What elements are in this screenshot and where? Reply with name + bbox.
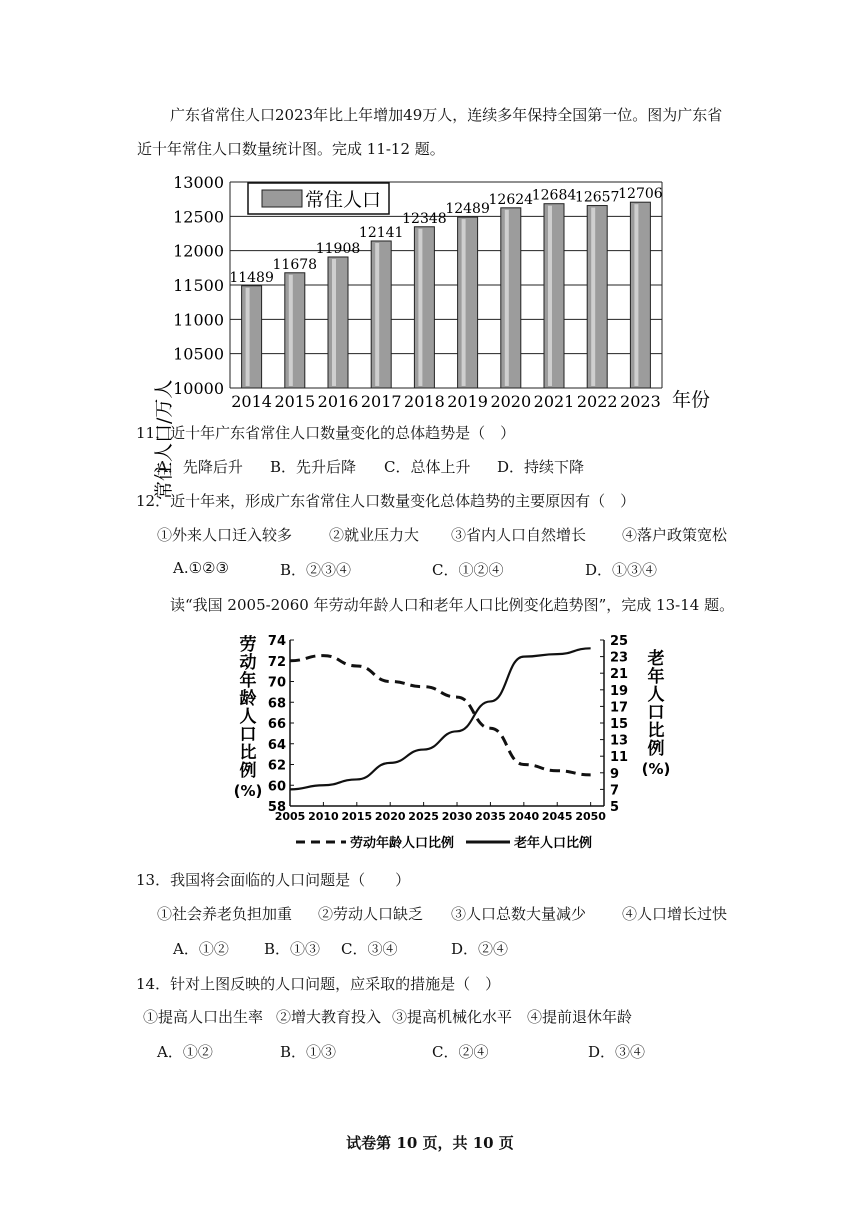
bar bbox=[587, 206, 607, 388]
q13-option-c[interactable]: C．③④ bbox=[341, 940, 398, 958]
right-tick-label: 7 bbox=[610, 783, 620, 799]
bar-highlight bbox=[548, 206, 552, 386]
q12-statement-4: ④落户政策宽松 bbox=[622, 526, 728, 544]
q13-statement-1: ①社会养老负担加重 bbox=[157, 905, 293, 923]
x-tick-label: 2045 bbox=[541, 810, 573, 823]
q13-option-d[interactable]: D．②④ bbox=[451, 940, 509, 958]
q14-option-b[interactable]: B．①③ bbox=[280, 1043, 337, 1061]
legend bbox=[248, 183, 389, 214]
left-axis-label-char: 龄 bbox=[239, 689, 257, 709]
left-tick-label: 62 bbox=[267, 758, 286, 774]
x-tick-label: 2014 bbox=[231, 392, 272, 411]
left-axis-label-char: 口 bbox=[239, 725, 257, 745]
bar-value-label: 11908 bbox=[315, 240, 361, 257]
q13-statement-4: ④人口增长过快 bbox=[622, 905, 728, 923]
q12-stem: 12．近十年来，形成广东省常住人口数量变化总体趋势的主要原因有（ ） bbox=[136, 492, 636, 510]
q12-option-d[interactable]: D．①③④ bbox=[585, 561, 658, 579]
left-tick-label: 72 bbox=[267, 654, 286, 670]
bar-highlight bbox=[418, 229, 422, 386]
x-tick-label: 2025 bbox=[408, 810, 439, 823]
left-axis-label bbox=[234, 635, 263, 800]
bar bbox=[328, 257, 348, 388]
x-tick-label: 2016 bbox=[317, 392, 359, 411]
page-footer: 试卷第 10 页，共 10 页 bbox=[346, 1134, 514, 1152]
q14-stem: 14．针对上图反映的人口问题，应采取的措施是（ ） bbox=[136, 975, 501, 993]
left-axis-unit: (%) bbox=[233, 782, 263, 800]
bar bbox=[544, 204, 564, 388]
legend-solid-label: 老年人口比例 bbox=[514, 836, 593, 851]
y-tick-label: 12500 bbox=[173, 207, 224, 227]
y-tick-label: 10000 bbox=[173, 379, 224, 398]
legend-swatch bbox=[262, 190, 302, 207]
right-axis-label-char: 人 bbox=[647, 685, 665, 705]
bar-highlight bbox=[289, 275, 293, 386]
q11-option-c[interactable]: C．总体上升 bbox=[384, 458, 471, 476]
x-tick-label: 2023 bbox=[620, 392, 661, 411]
bar-highlight bbox=[505, 210, 509, 386]
bar-value-label: 12684 bbox=[531, 187, 577, 204]
bar-highlight bbox=[462, 219, 466, 386]
bar-highlight bbox=[375, 243, 379, 386]
right-axis-label-char: 比 bbox=[647, 721, 665, 741]
left-tick-label: 66 bbox=[267, 717, 286, 732]
left-axis-label-char: 年 bbox=[239, 671, 257, 691]
bar-value-label: 12624 bbox=[488, 191, 534, 208]
bar bbox=[285, 273, 305, 388]
bar-highlight bbox=[246, 288, 250, 386]
q12-option-c[interactable]: C．①②④ bbox=[432, 561, 504, 579]
x-tick-label: 2021 bbox=[533, 392, 575, 411]
intro-line-1: 广东省常住人口2023年比上年增加49万人，连续多年保持全国第一位。图为广东省 bbox=[170, 106, 723, 124]
q14-statement-1: ①提高人口出生率 bbox=[143, 1008, 264, 1026]
bar bbox=[501, 208, 521, 388]
right-tick-label: 15 bbox=[610, 717, 629, 732]
bar-value-label: 12706 bbox=[618, 186, 663, 203]
q14-option-a[interactable]: A．①② bbox=[157, 1043, 213, 1061]
x-tick-label: 2017 bbox=[360, 392, 402, 411]
q14-option-c[interactable]: C．②④ bbox=[432, 1043, 489, 1061]
x-tick-label: 2035 bbox=[475, 810, 506, 823]
right-tick-label: 17 bbox=[610, 700, 629, 716]
q13-statement-2: ②劳动人口缺乏 bbox=[318, 905, 424, 923]
x-tick-label: 2022 bbox=[576, 392, 618, 411]
right-axis-label-char: 口 bbox=[647, 703, 665, 723]
left-tick-label: 58 bbox=[267, 800, 286, 815]
bar-value-label: 12489 bbox=[445, 201, 490, 218]
right-axis-label-char: 例 bbox=[647, 739, 665, 759]
bar-highlight bbox=[591, 208, 595, 386]
legend bbox=[296, 835, 592, 851]
right-tick-label: 5 bbox=[610, 800, 620, 815]
x-tick-label: 2018 bbox=[404, 392, 445, 411]
right-axis-unit: (%) bbox=[641, 760, 671, 778]
bar-highlight bbox=[332, 259, 336, 386]
q13-option-b[interactable]: B．①③ bbox=[264, 940, 321, 958]
y-tick-label: 11000 bbox=[173, 310, 224, 330]
x-tick-label: 2020 bbox=[374, 810, 406, 823]
y-tick-label: 12000 bbox=[173, 241, 224, 261]
right-axis-label-char: 年 bbox=[647, 667, 665, 687]
bar-value-label: 12657 bbox=[574, 189, 620, 206]
y-tick-label: 11500 bbox=[173, 276, 224, 295]
intro-line-2: 近十年常住人口数量统计图。完成 11-12 题。 bbox=[137, 140, 445, 158]
x-tick-label: 2030 bbox=[441, 810, 473, 823]
right-tick-label: 21 bbox=[610, 667, 629, 683]
bar bbox=[414, 227, 434, 388]
legend-label: 常住人口 bbox=[305, 189, 382, 211]
bar bbox=[630, 202, 650, 388]
right-tick-label: 9 bbox=[610, 766, 620, 782]
right-axis-label-char: 老 bbox=[647, 649, 665, 669]
y-tick-label: 10500 bbox=[173, 344, 224, 364]
q14-option-d[interactable]: D．③④ bbox=[588, 1043, 646, 1061]
q12-statement-1: ①外来人口迁入较多 bbox=[157, 526, 293, 544]
labor-ratio-line bbox=[290, 656, 591, 775]
q11-option-d[interactable]: D．持续下降 bbox=[497, 458, 585, 476]
x-tick-label: 2015 bbox=[341, 810, 373, 823]
q13-option-a[interactable]: A．①② bbox=[173, 940, 229, 958]
right-tick-label: 23 bbox=[610, 650, 629, 666]
q14-statement-3: ③提高机械化水平 bbox=[392, 1008, 513, 1026]
q11-option-a[interactable]: A．先降后升 bbox=[157, 458, 243, 476]
y-tick-label: 13000 bbox=[173, 173, 224, 192]
bar-value-label: 12141 bbox=[358, 224, 404, 241]
q11-option-b[interactable]: B．先升后降 bbox=[270, 458, 357, 476]
q13-statement-3: ③人口总数大量减少 bbox=[451, 905, 587, 923]
q11-stem: 11．近十年广东省常住人口数量变化的总体趋势是（ ） bbox=[136, 424, 516, 442]
q13-stem: 13．我国将会面临的人口问题是（ ） bbox=[136, 871, 411, 889]
q12-option-a[interactable]: A.①②③ bbox=[173, 559, 229, 577]
x-axis-unit: 年份 bbox=[672, 389, 711, 411]
intro-2: 读“我国 2005-2060 年劳动年龄人口和老年人口比例变化趋势图”，完成 13-14 题。 bbox=[170, 596, 735, 614]
left-tick-label: 68 bbox=[267, 696, 286, 712]
x-tick-label: 2050 bbox=[575, 810, 606, 823]
bar bbox=[242, 286, 262, 388]
bar-value-label: 11489 bbox=[229, 269, 274, 286]
left-axis-label-char: 例 bbox=[239, 761, 257, 781]
left-tick-label: 74 bbox=[267, 634, 286, 649]
right-tick-label: 13 bbox=[610, 733, 629, 749]
q12-statement-2: ②就业压力大 bbox=[329, 526, 420, 544]
x-tick-label: 2019 bbox=[447, 392, 488, 411]
q14-statement-2: ②增大教育投入 bbox=[276, 1008, 382, 1026]
right-tick-label: 11 bbox=[610, 750, 629, 766]
q14-statement-4: ④提前退休年龄 bbox=[527, 1008, 633, 1026]
bar-highlight bbox=[634, 204, 638, 386]
elderly-ratio-line bbox=[290, 648, 591, 789]
left-tick-label: 60 bbox=[267, 779, 286, 795]
right-axis-label bbox=[642, 649, 671, 778]
q12-statement-3: ③省内人口自然增长 bbox=[451, 526, 587, 544]
y-axis-label: 常住人口/万人 bbox=[153, 379, 175, 500]
right-tick-label: 19 bbox=[610, 683, 629, 699]
bar-value-label: 11678 bbox=[272, 256, 318, 273]
left-axis-label-char: 动 bbox=[239, 653, 257, 673]
legend-dashed-label: 劳动年龄人口比例 bbox=[350, 836, 455, 851]
bar bbox=[371, 241, 391, 388]
left-axis-label-char: 劳 bbox=[239, 635, 257, 655]
x-tick-label: 2015 bbox=[274, 392, 316, 411]
x-tick-label: 2040 bbox=[508, 810, 540, 823]
right-tick-label: 25 bbox=[610, 634, 629, 649]
left-tick-label: 70 bbox=[267, 675, 286, 691]
x-tick-label: 2020 bbox=[490, 392, 532, 411]
x-tick-label: 2010 bbox=[308, 810, 339, 823]
labor-elderly-line-chart bbox=[228, 630, 680, 858]
q12-option-b[interactable]: B．②③④ bbox=[280, 561, 352, 579]
x-tick-label: 2005 bbox=[274, 810, 306, 823]
left-axis-label-char: 比 bbox=[239, 743, 257, 763]
left-axis-label-char: 人 bbox=[239, 707, 257, 727]
bar bbox=[458, 217, 478, 388]
left-tick-label: 64 bbox=[267, 737, 286, 753]
bar-value-label: 12348 bbox=[402, 210, 447, 227]
